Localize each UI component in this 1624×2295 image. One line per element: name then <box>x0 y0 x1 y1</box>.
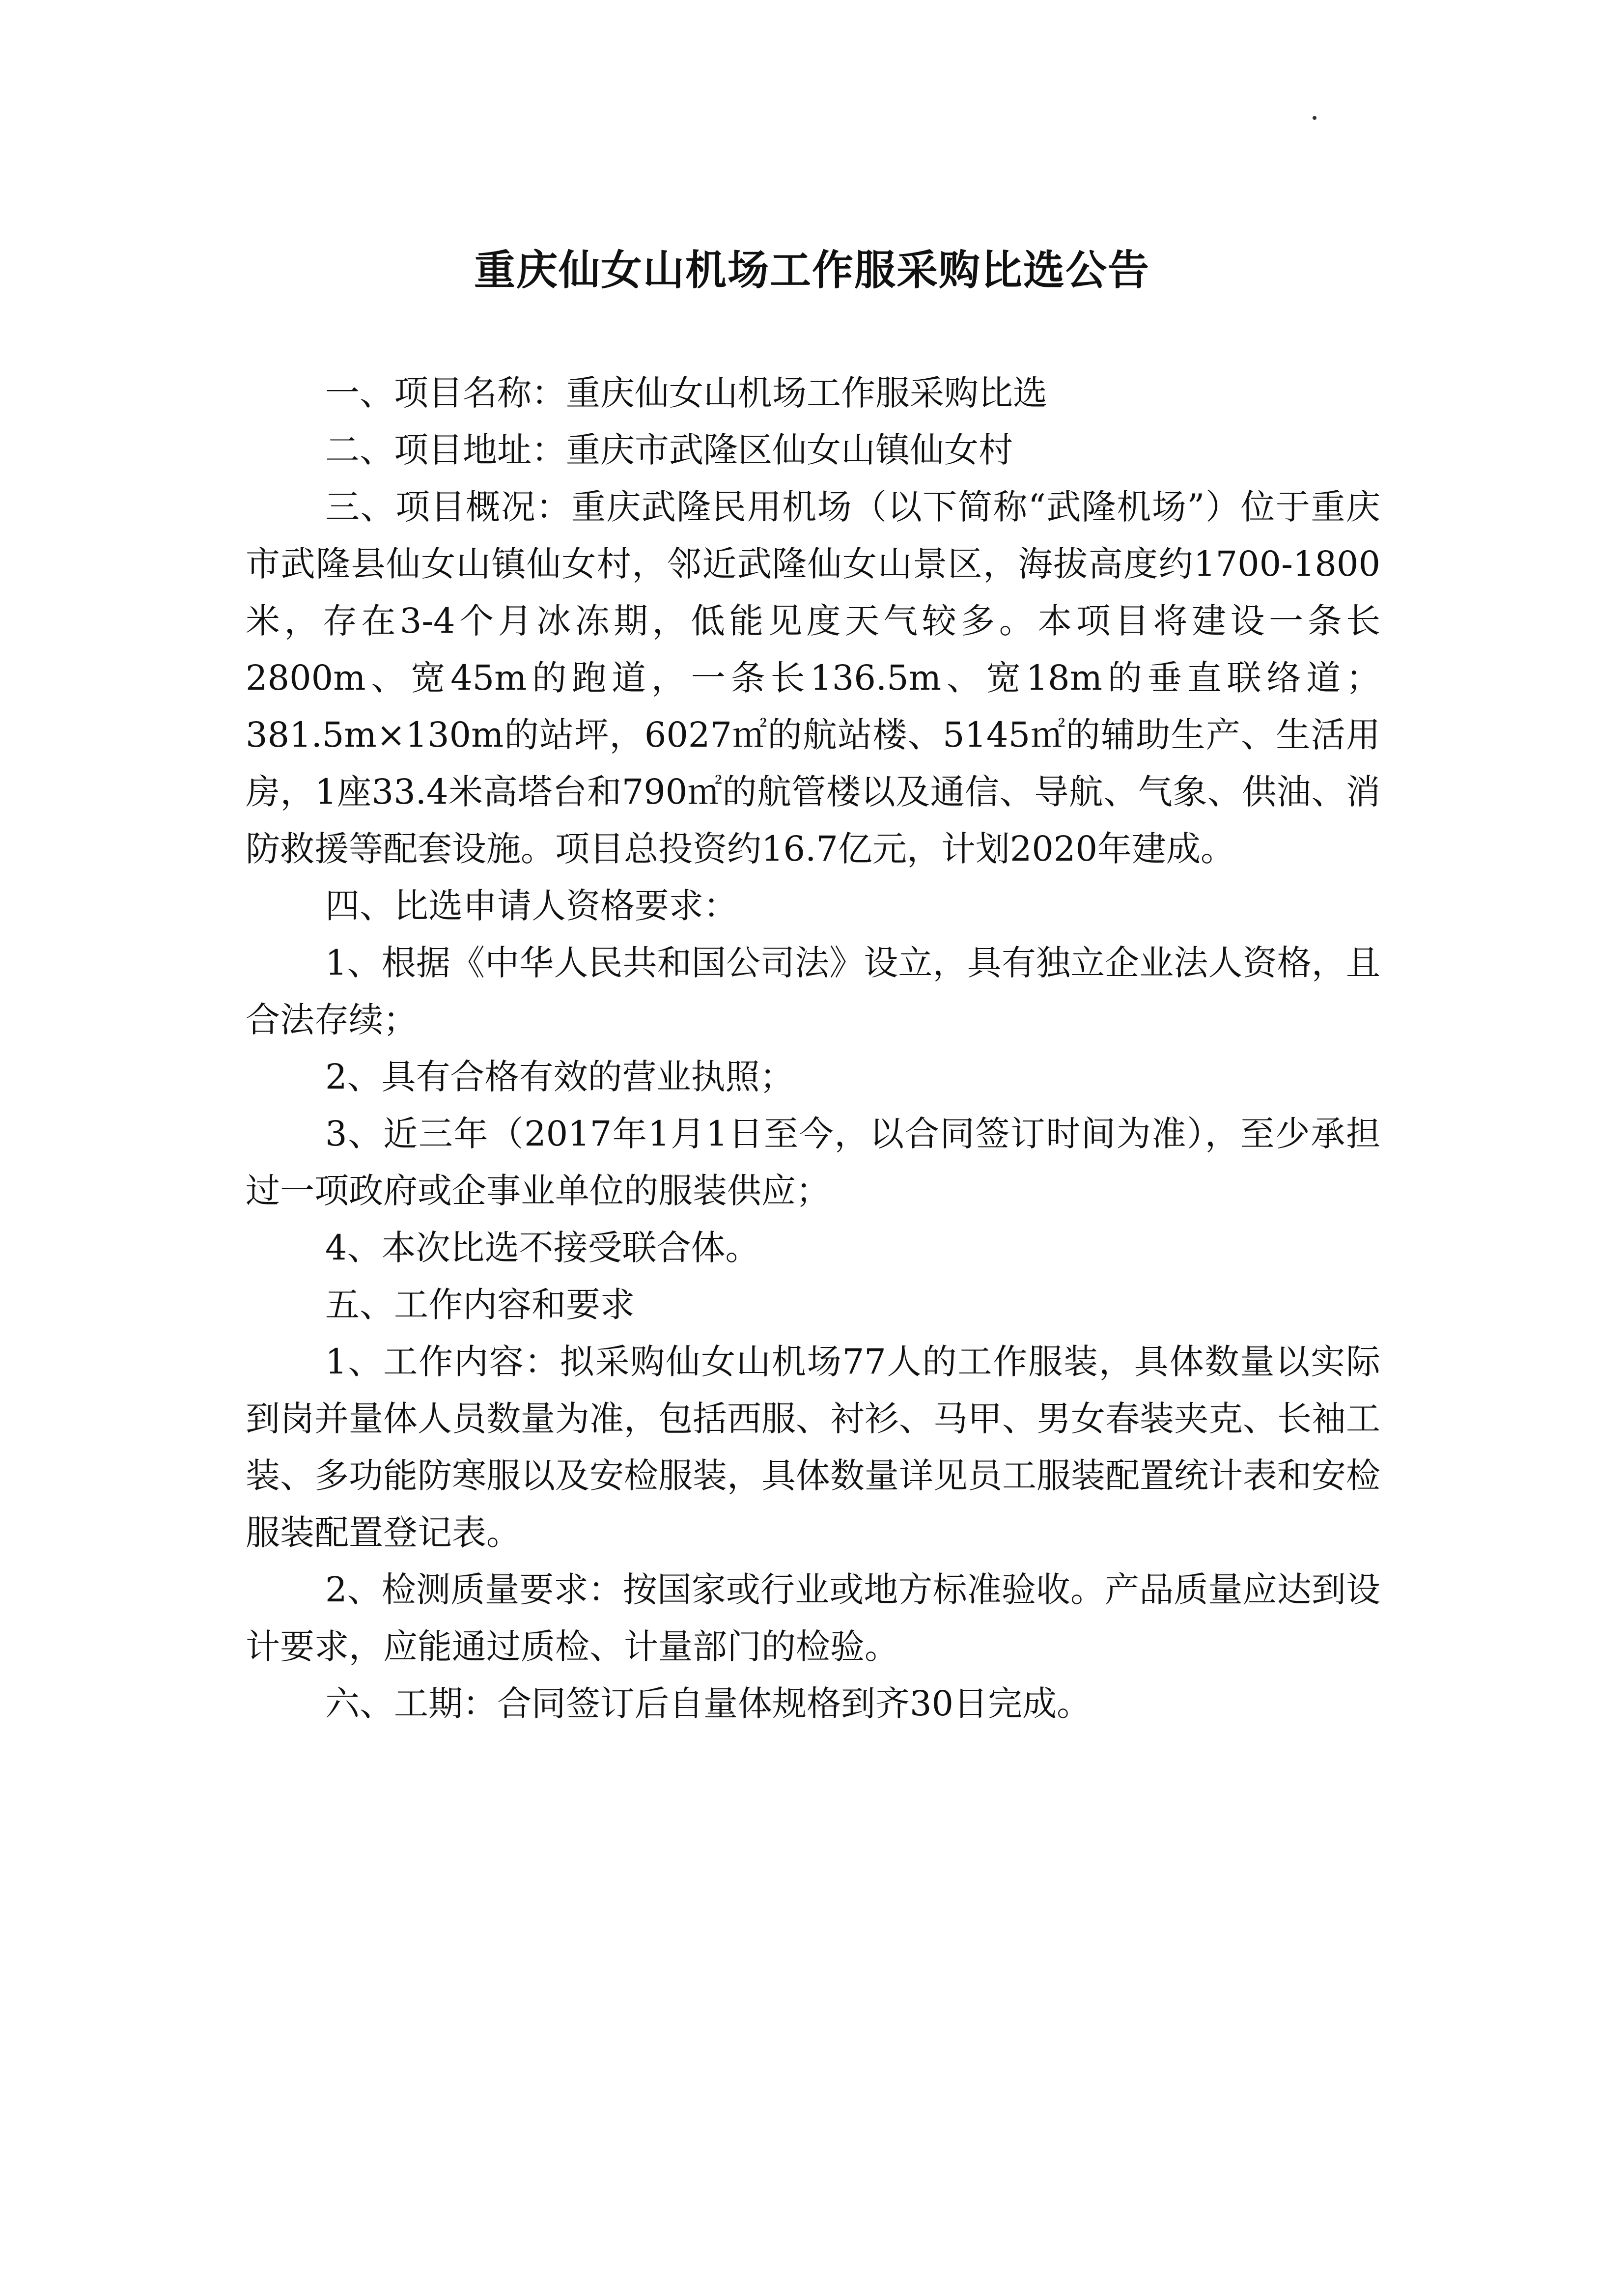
paragraph-qualification-1: 1、根据《中华人民共和国公司法》设立，具有独立企业法人资格，且合法存续； <box>246 943 1380 1040</box>
paragraph-work-heading: 五、工作内容和要求 <box>325 1285 635 1325</box>
document-title: 重庆仙女山机场工作服采购比选公告 <box>474 246 1150 294</box>
paragraph-work-content: 1、工作内容：拟采购仙女山机场77人的工作服装，具体数量以实际到岗并量体人员数量为准，包括西服、衬衫、马甲、男女春装夹克、长袖工装、多功能防寒服以及安检服装，具体数量详见员工服装配置统计表和安检服装配置登记表。 <box>246 1342 1380 1553</box>
paragraph-project-address: 二、项目地址：重庆市武隆区仙女山镇仙女村 <box>325 430 1013 470</box>
paragraph-qualification-3: 3、近三年（2017年1月1日至今，以合同签订时间为准），至少承担过一项政府或企事业单位的服装供应； <box>246 1114 1380 1211</box>
paragraph-schedule: 六、工期：合同签订后自量体规格到齐30日完成。 <box>325 1683 1092 1724</box>
paragraph-project-overview: 三、项目概况：重庆武隆民用机场（以下简称“武隆机场”）位于重庆市武隆县仙女山镇仙女村，邻近武隆仙女山景区，海拔高度约1700-1800米，存在3-4个月冰冻期，低能见度天气较多。本项目将建设一条长2800m、宽45m的跑道，一条长136.5m、宽18m的垂直联络道；381.5m×130m的站坪，6027㎡的航站楼、5145㎡的辅助生产、生活用房，1座33.4米高塔台和790㎡的航管楼以及通信、导航、气象、供油、消防救援等配套设施。项目总投资约16.7亿元，计划2020年建成。 <box>246 487 1380 869</box>
paragraph-qualification-heading: 四、比选申请人资格要求： <box>325 886 738 926</box>
paragraph-project-name: 一、项目名称：重庆仙女山机场工作服采购比选 <box>325 373 1047 413</box>
paragraph-qualification-2: 2、具有合格有效的营业执照； <box>325 1057 794 1097</box>
scan-speck <box>1313 116 1316 120</box>
paragraph-qualification-4: 4、本次比选不接受联合体。 <box>325 1228 760 1268</box>
paragraph-quality-requirements: 2、检测质量要求：按国家或行业或地方标准验收。产品质量应达到设计要求，应能通过质检、计量部门的检验。 <box>246 1569 1380 1667</box>
document-body <box>246 364 1380 1732</box>
